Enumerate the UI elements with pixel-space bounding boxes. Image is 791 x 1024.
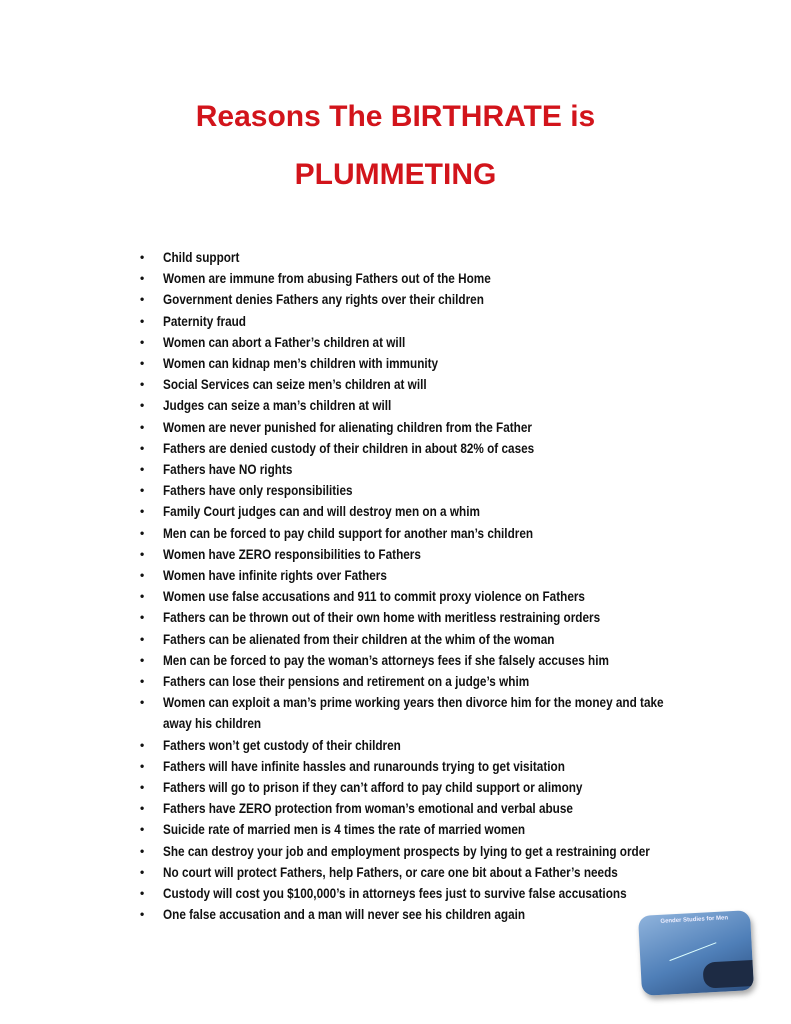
list-item xyxy=(140,798,700,819)
list-item xyxy=(140,862,700,883)
logo-hand-image xyxy=(703,960,754,989)
bullet-icon: • xyxy=(140,737,145,752)
list-item xyxy=(140,735,700,756)
list-item xyxy=(140,586,700,607)
list-item xyxy=(140,841,700,862)
bullet-icon: • xyxy=(140,271,145,286)
list-item-text: Suicide rate of married men is 4 times the rate of married women xyxy=(163,821,526,838)
list-item-text: Family Court judges can and will destroy men on a whim xyxy=(163,503,480,520)
bullet-icon: • xyxy=(140,864,145,879)
list-item xyxy=(140,819,700,840)
list-item-text: Women can kidnap men’s children with immunity xyxy=(163,355,439,372)
list-item xyxy=(140,480,700,501)
list-item xyxy=(140,459,700,480)
list-item xyxy=(140,565,700,586)
bullet-icon: • xyxy=(140,356,145,371)
list-item xyxy=(140,904,700,925)
bullet-icon: • xyxy=(140,334,145,349)
title-line-2: PLUMMETING xyxy=(294,158,497,191)
list-item-text: Women are never punished for alienating children from the Father xyxy=(163,418,532,435)
list-item-text: She can destroy your job and employment prospects by lying to get a restraining order xyxy=(163,842,650,859)
bullet-icon: • xyxy=(140,313,145,328)
bullet-icon: • xyxy=(140,483,145,498)
list-item-text: Fathers have only responsibilities xyxy=(163,482,353,499)
bullet-icon: • xyxy=(140,419,145,434)
bullet-icon: • xyxy=(140,589,145,604)
list-item-text: Men can be forced to pay the woman’s attorneys fees if she falsely accuses him xyxy=(163,651,609,668)
list-item-text: Men can be forced to pay child support for another man’s children xyxy=(163,524,534,541)
logo-text: Gender Studies for Men xyxy=(660,915,729,925)
list-item xyxy=(140,395,700,416)
list-item-text: One false accusation and a man will never see his children again xyxy=(163,906,526,923)
list-item xyxy=(140,629,700,650)
bullet-icon: • xyxy=(140,907,145,922)
list-item xyxy=(140,417,700,438)
list-item xyxy=(140,311,700,332)
bullet-icon: • xyxy=(140,440,145,455)
bullet-icon: • xyxy=(140,886,145,901)
list-item xyxy=(140,268,700,289)
list-item-text: Judges can seize a man’s children at will xyxy=(163,397,392,414)
bullet-icon: • xyxy=(140,631,145,646)
list-item xyxy=(140,544,700,565)
bullet-icon: • xyxy=(140,377,145,392)
list-item-text: Paternity fraud xyxy=(163,312,247,329)
list-item-text: Fathers can be thrown out of their own home with meritless restraining orders xyxy=(163,609,601,626)
list-item-text: Fathers will go to prison if they can’t afford to pay child support or alimony xyxy=(163,779,583,796)
list-item xyxy=(140,756,700,777)
bullet-icon: • xyxy=(140,610,145,625)
list-item xyxy=(140,883,700,904)
list-item xyxy=(140,650,700,671)
logo-scale-line xyxy=(669,942,716,961)
list-item-text: Fathers can lose their pensions and retirement on a judge’s whim xyxy=(163,673,530,690)
list-item-text: Custody will cost you $100,000’s in attorneys fees just to survive false accusations xyxy=(163,885,627,902)
list-item-text: Women can abort a Father’s children at will xyxy=(163,333,406,350)
list-item-text: Fathers have ZERO protection from woman’s emotional and verbal abuse xyxy=(163,800,573,817)
list-item xyxy=(140,289,700,310)
list-item xyxy=(140,501,700,522)
list-item xyxy=(140,777,700,798)
list-item-text: Fathers are denied custody of their children in about 82% of cases xyxy=(163,439,535,456)
list-item xyxy=(140,671,700,692)
list-item-text: Fathers won’t get custody of their children xyxy=(163,736,401,753)
list-item-text: Fathers will have infinite hassles and runarounds trying to get visitation xyxy=(163,757,565,774)
list-item-text: Women have ZERO responsibilities to Fathers xyxy=(163,545,421,562)
list-item xyxy=(140,523,700,544)
bullet-icon: • xyxy=(140,462,145,477)
bullet-icon: • xyxy=(140,674,145,689)
bullet-icon: • xyxy=(140,695,145,710)
list-item xyxy=(140,332,700,353)
list-item-text: No court will protect Fathers, help Fathers, or care one bit about a Father’s needs xyxy=(163,863,618,880)
list-item-text: Fathers can be alienated from their children at the whim of the woman xyxy=(163,630,555,647)
list-item-text: Women use false accusations and 911 to commit proxy violence on Fathers xyxy=(163,588,585,605)
list-item-text: Government denies Fathers any rights over their children xyxy=(163,291,484,308)
bullet-icon: • xyxy=(140,652,145,667)
list-item-text: Social Services can seize men’s children at will xyxy=(163,376,427,393)
bullet-icon: • xyxy=(140,398,145,413)
list-item xyxy=(140,438,700,459)
list-item xyxy=(140,692,700,734)
bullet-icon: • xyxy=(140,780,145,795)
bullet-icon: • xyxy=(140,801,145,816)
bullet-icon: • xyxy=(140,250,145,264)
list-item-text: Women have infinite rights over Fathers xyxy=(163,567,387,584)
list-item xyxy=(140,353,700,374)
title-line-1: Reasons The BIRTHRATE is xyxy=(195,100,596,133)
bullet-icon: • xyxy=(140,568,145,583)
list-item xyxy=(140,607,700,628)
bullet-icon: • xyxy=(140,546,145,561)
list-item-text: Fathers have NO rights xyxy=(163,461,293,478)
list-item xyxy=(140,374,700,395)
bullet-icon: • xyxy=(140,758,145,773)
bullet-icon: • xyxy=(140,504,145,519)
list-item-text: Women are immune from abusing Fathers out of the Home xyxy=(163,270,491,287)
bullet-icon: • xyxy=(140,843,145,858)
bullet-icon: • xyxy=(140,822,145,837)
list-item xyxy=(140,247,700,268)
list-item-text: Women can exploit a man’s prime working years then divorce him for the money and take away his children xyxy=(163,694,664,732)
reasons-list xyxy=(140,247,700,926)
list-item-text: Child support xyxy=(163,249,240,265)
bullet-icon: • xyxy=(140,525,145,540)
gender-studies-logo xyxy=(638,910,754,996)
bullet-icon: • xyxy=(140,292,145,307)
